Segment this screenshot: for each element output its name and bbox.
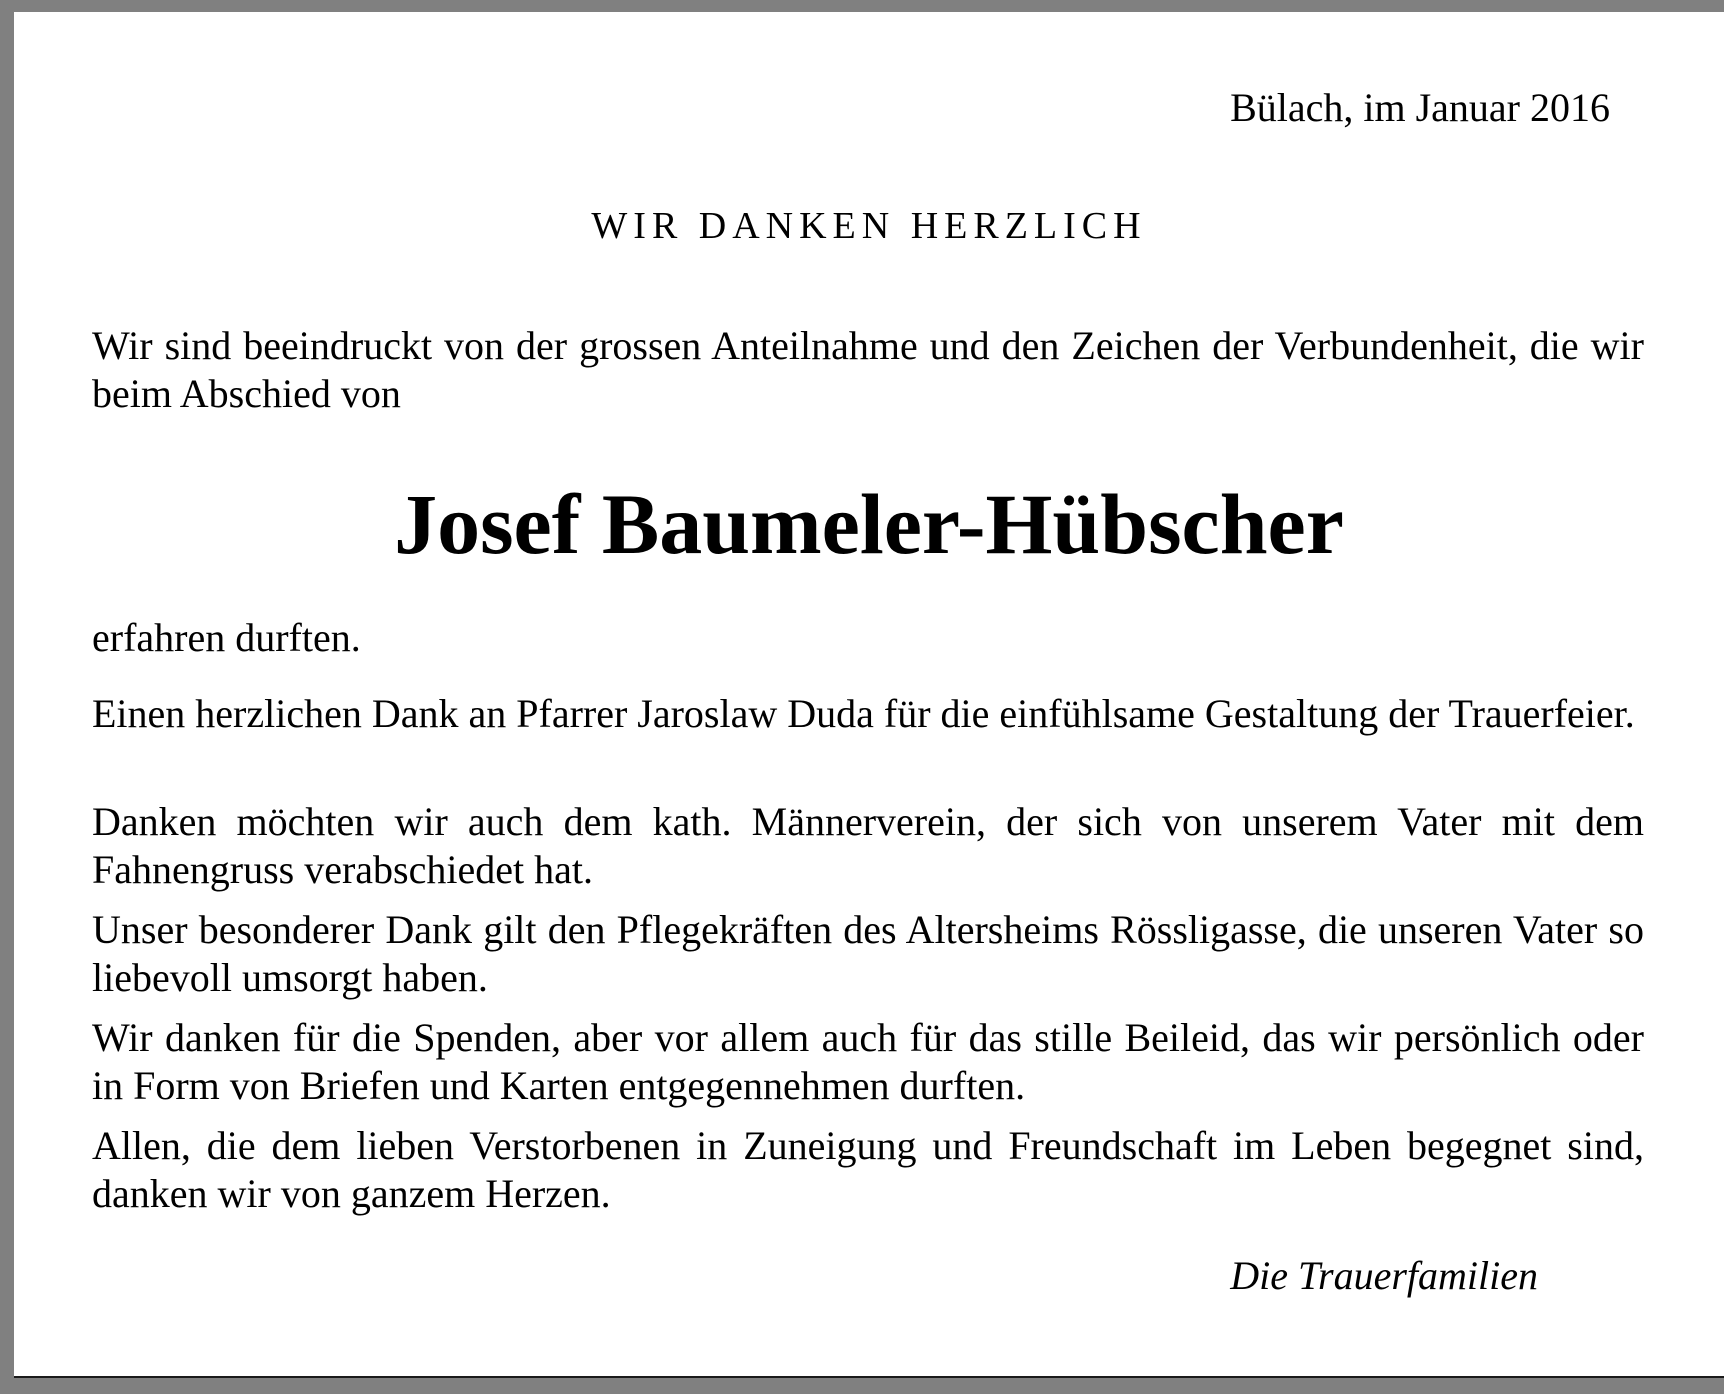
intro-paragraph: Wir sind beeindruckt von der grossen Anteilnahme und den Zeichen der Verbundenheit, die wir beim Abschied von: [92, 323, 1644, 416]
signature: Die Trauerfamilien: [1230, 1253, 1538, 1298]
thanks-paragraph: Allen, die dem lieben Verstorbenen in Zuneigung und Freundschaft im Leben begegnet sind, danken wir von ganzem Herzen.: [92, 1123, 1644, 1216]
after-name-text: erfahren durften.: [92, 615, 361, 660]
notice-page: [14, 12, 1724, 1378]
thanks-paragraph: Unser besonderer Dank gilt den Pflegekräften des Altersheims Rössligasse, die unseren Vater so liebevoll umsorgt haben.: [92, 907, 1644, 1000]
notice-heading: WIR DANKEN HERZLICH: [591, 205, 1147, 247]
thanks-paragraph: Danken möchten wir auch dem kath. Männerverein, der sich von unserem Vater mit dem Fahnengruss verabschiedet hat.: [92, 799, 1644, 892]
date-line: Bülach, im Januar 2016: [1230, 85, 1610, 130]
deceased-name: Josef Baumeler-Hübscher: [394, 476, 1344, 572]
page-bottom-border: [14, 1376, 1724, 1378]
thanks-paragraph: Einen herzlichen Dank an Pfarrer Jaroslaw Duda für die einfühlsame Gestaltung der Trauerfeier.: [92, 691, 1635, 736]
thanks-paragraph: Wir danken für die Spenden, aber vor allem auch für das stille Beileid, das wir persönlich oder in Form von Briefen und Karten entgegennehmen durften.: [92, 1015, 1644, 1108]
